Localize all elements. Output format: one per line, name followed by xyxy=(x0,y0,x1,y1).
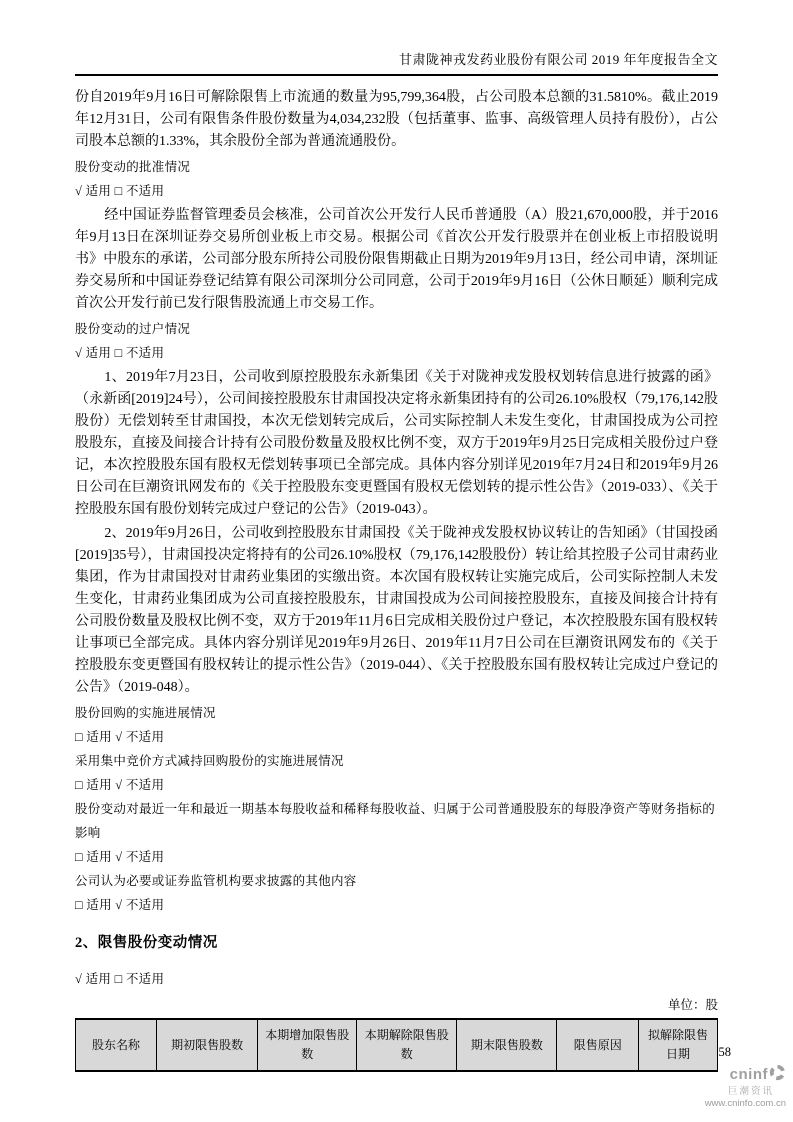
section-label-eps-impact: 股份变动对最近一年和最近一期基本每股收益和稀释每股收益、归属于公司普通股股东的每股净资产等财务指标的影响 xyxy=(75,802,716,840)
applicability-line-restricted-shares: √ 适用 □ 不适用 xyxy=(75,972,165,986)
col-header-planned-release-date: 拟解除限售日期 xyxy=(638,1019,717,1071)
unit-label: 单位：股 xyxy=(667,998,718,1012)
page-content xyxy=(75,76,718,1072)
col-header-closing-restricted-shares: 期末限售股数 xyxy=(457,1019,557,1071)
cninfo-logo-text: cninf xyxy=(729,1066,768,1084)
paragraph-transfer-2: 2、2019年9月26日，公司收到控股股东甘肃国投《关于陇神戎发股权协议转让的告知函》（甘国投函[2019]35号），甘肃国投决定将持有的公司26.10%股权（79,176,142股股份）转让给其控股子公司甘肃药业集团，作为甘肃国投对甘肃药业集团的实缴出资。本次国有股权转让实施完成后，公司实际控制人未发生变化，甘肃药业集团成为公司直接控股股东，甘肃国投成为公司间接控股股东，直接及间接合计持有公司股份数量及股权比例不变，双方于2019年11月6日完成相关股份过户登记，本次控股股东国有股权转让事项已全部完成。具体内容分别详见2019年9月26日、2019年11月7日公司在巨潮资讯网发布的《关于控股股东变更暨国有股权转让的提示性公告》（2019-044）、《关于控股股东国有股权转让完成过户登记的公告》（2019-048）。 xyxy=(75,526,718,695)
col-header-restriction-reason: 限售原因 xyxy=(557,1019,639,1071)
section-heading-restricted-shares: 2、限售股份变动情况 xyxy=(75,935,218,951)
applicability-line-other-disclosure: □ 适用 √ 不适用 xyxy=(75,898,165,912)
applicability-line-repurchase: □ 适用 √ 不适用 xyxy=(75,730,165,744)
page-number: 58 xyxy=(718,1045,731,1059)
section-label-repurchase: 股份回购的实施进展情况 xyxy=(75,706,216,720)
section-label-transfer: 股份变动的过户情况 xyxy=(75,322,191,336)
applicability-line-eps-impact: □ 适用 √ 不适用 xyxy=(75,850,165,864)
col-header-opening-restricted-shares: 期初限售股数 xyxy=(156,1019,257,1071)
section-label-auction-reduction: 采用集中竞价方式减持回购股份的实施进展情况 xyxy=(75,754,344,768)
paragraph-transfer-1: 1、2019年7月23日，公司收到原控股股东永新集团《关于对陇神戎发股权划转信息进行披露的函》（永新函[2019]24号），公司间接控股股东甘肃国投决定将永新集团持有的公司26.10%股权（79,176,142股股份）无偿划转至甘肃国投，本次无偿划转完成后，公司实际控制人未发生变化，甘肃国投成为公司控股股东，直接及间接合计持有公司股份数量及股权比例不变，双方于2019年9月25日完成相关股份过户登记，本次控股股东国有股权无偿划转事项已全部完成。具体内容分别详见2019年7月24日和2019年9月26日公司在巨潮资讯网发布的《关于控股股东变更暨国有股权无偿划转的提示性公告》（2019-033）、《关于控股股东国有股份划转完成过户登记的公告》（2019-043）。 xyxy=(75,370,718,517)
col-header-shareholder-name: 股东名称 xyxy=(76,1019,157,1071)
restricted-shares-table xyxy=(75,1018,718,1072)
applicability-line-auction-reduction: □ 适用 √ 不适用 xyxy=(75,778,165,792)
cninfo-swirl-icon xyxy=(769,1064,786,1086)
paragraph-approval: 经中国证券监督管理委员会核准，公司首次公开发行人民币普通股（A）股21,670,000股，并于2016年9月13日在深圳证券交易所创业板上市交易。根据公司《首次公开发行股票并在创业板上市招股说明书》中股东的承诺，公司部分股东所持公司股份限售期截止日期为2019年9月13日，经公司申请，深圳证券交易所和中国证券登记结算有限公司深圳分公司同意，公司于2019年9月16日（公休日顺延）顺利完成首次公开发行前已发行限售股流通上市交易工作。 xyxy=(75,208,718,311)
table-header-row xyxy=(76,1019,718,1071)
section-label-approval: 股份变动的批准情况 xyxy=(75,160,191,174)
col-header-released-restricted-shares: 本期解除限售股数 xyxy=(357,1019,457,1071)
report-title: 甘肃陇神戎发药业股份有限公司 2019 年年度报告全文 xyxy=(398,52,718,67)
page-header xyxy=(75,52,718,76)
applicability-line-approval: √ 适用 □ 不适用 xyxy=(75,184,165,198)
cninfo-cn-name: 巨潮资讯 xyxy=(727,1086,774,1098)
cninfo-watermark xyxy=(668,1064,788,1109)
cninfo-url: www.cninfo.com.cn xyxy=(704,1098,786,1110)
col-header-added-restricted-shares: 本期增加限售股数 xyxy=(258,1019,357,1071)
cninfo-logo-row xyxy=(668,1064,788,1086)
section-label-other-disclosure: 公司认为必要或证券监管机构要求披露的其他内容 xyxy=(75,874,357,888)
applicability-line-transfer: √ 适用 □ 不适用 xyxy=(75,346,165,360)
paragraph-release-summary: 份自2019年9月16日可解除限售上市流通的数量为95,799,364股，占公司股本总额的31.5810%。截止2019年12月31日，公司有限售条件股份数量为4,034,232股（包括董事、监事、高级管理人员持有股份），占公司股本总额的1.33%，其余股份全部为普通流通股份。 xyxy=(75,90,718,149)
